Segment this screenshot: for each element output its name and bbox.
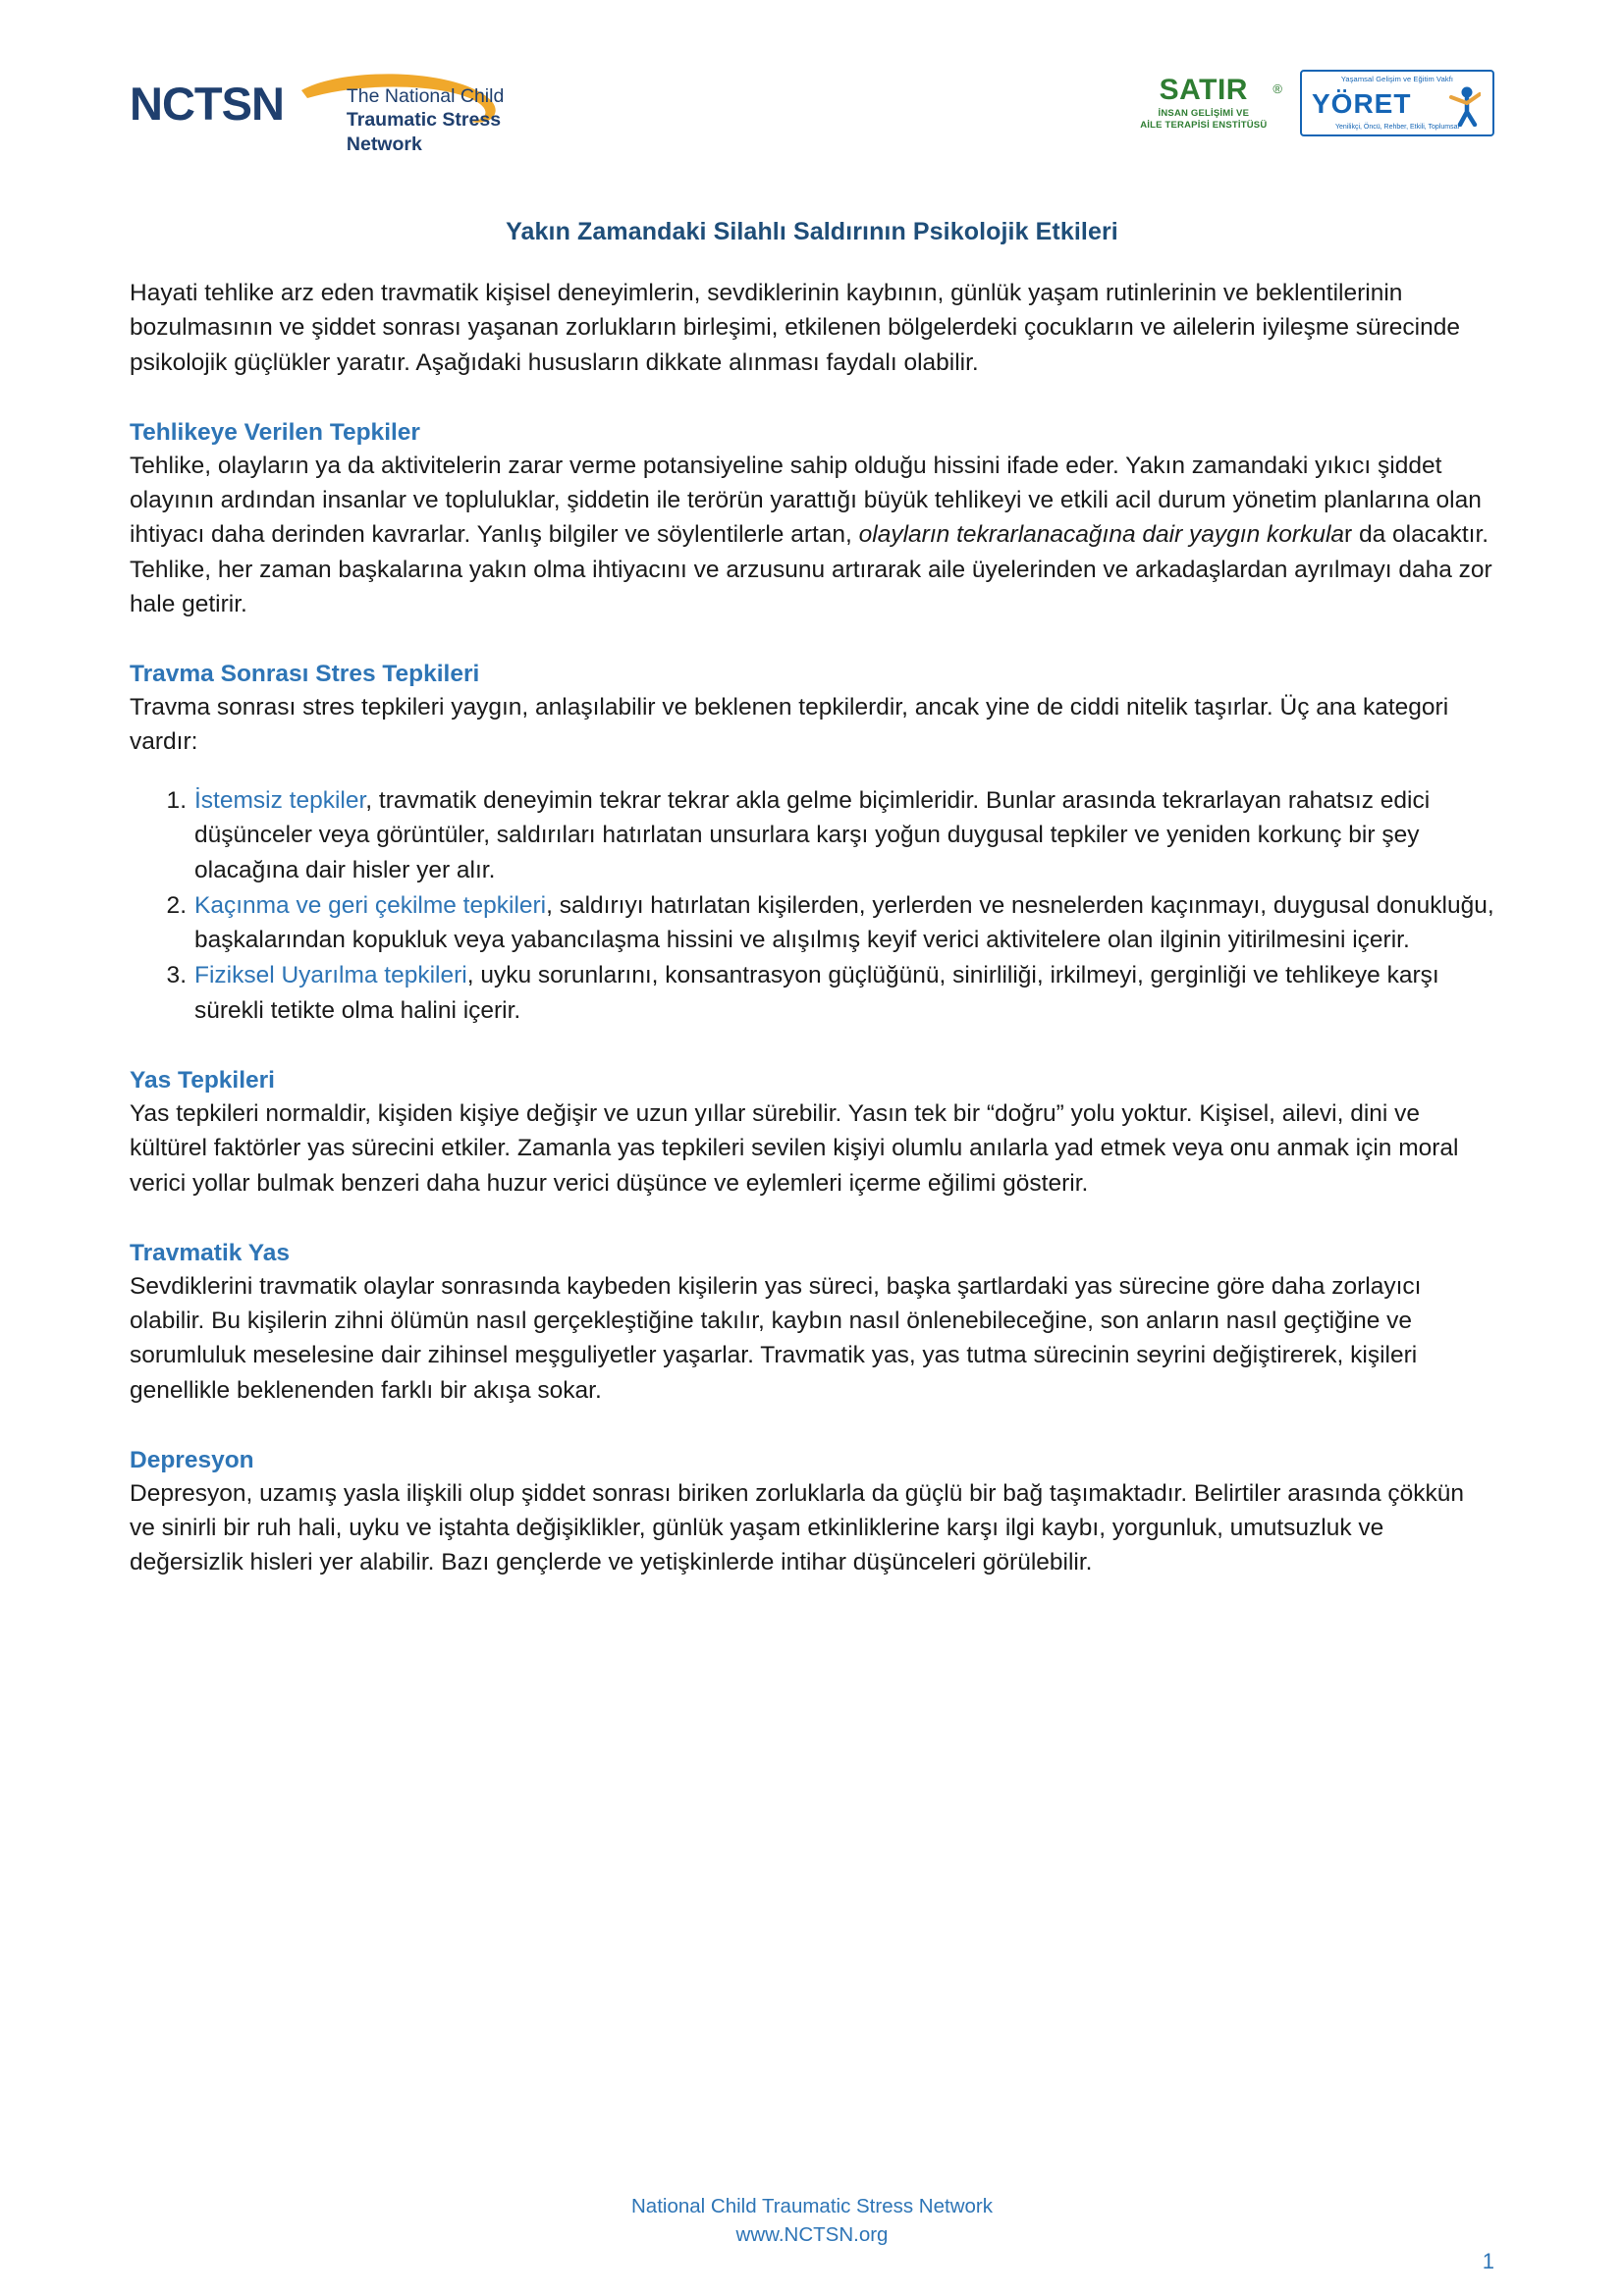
yoret-figure-icon bbox=[1447, 85, 1481, 127]
page-title: Yakın Zamandaki Silahlı Saldırının Psikolojik Etkileri bbox=[506, 218, 1118, 245]
danger-body-part1: Tehlike, olayların ya da aktivitelerin zarar verme potansiyeline sahip olduğu hissini ifade eder. Yakın zamandaki yıkıcı şiddet olayının ardından insanlar ve topluluklar, şiddetin ile terörün yarattığı büyük tehlikeyi ve etkili acil durum yönetim planlarına olan ihtiyacı daha derinden kavrarlar. Yanlış bilgiler ve söylentilerle artan, bbox=[130, 452, 1482, 549]
yoret-logo bbox=[1300, 70, 1494, 136]
footer-organization: National Child Traumatic Stress Network bbox=[631, 2195, 993, 2218]
list-item bbox=[194, 783, 1494, 887]
partner-logos bbox=[1140, 70, 1494, 136]
list-item-rest: , uyku sorunlarını, konsantrasyon güçlüğünü, sinirliliği, irkilmeyi, gerginliği ve tehlikeye karşı sürekli tetikte olma halini içerir. bbox=[194, 962, 1439, 1024]
section-body-traumatic-grief: Sevdiklerini travmatik olaylar sonrasında kaybeden kişilerin yas süreci, başka şartlardaki yas sürecine göre daha zorlayıcı olabilir. Bu kişilerin zihni ölümün nasıl gerçekleştiğine takılır, kaybın nasıl önlenebileceğine, son anların nasıl geçtiğine ve sorumluluk meselesine dair zihinsel meşguliyetler yaşarlar. Travmatik yas, yas tutma sürecinin seyrini değiştirerek, kişileri genellikle beklenenden farklı bir akışa sokar. bbox=[130, 1272, 1422, 1404]
section-body-ptsd-reactions: Travma sonrası stres tepkileri yaygın, anlaşılabilir ve beklenen tepkilerdir, ancak yine de ciddi nitelik taşırlar. Üç ana kategori vardır: bbox=[130, 694, 1449, 756]
nctsn-swoosh-icon bbox=[298, 73, 525, 155]
intro-paragraph: Hayati tehlike arz eden travmatik kişisel deneyimlerin, sevdiklerinin kaybının, günlük yaşam rutinlerinin ve beklentilerinin bozulmasının ve şiddet sonrası yaşanan zorlukların birleşimi, etkilenen bölgelerdeki çocukların ve ailelerin iyileşme sürecinde psikolojik güçlükler yaratır. Aşağıdaki hususların dikkate alınması faydalı olabilir. bbox=[130, 280, 1460, 376]
nctsn-tagline-line2: Traumatic Stress Network bbox=[346, 109, 502, 155]
yoret-bottom-line: Yenilikçi, Öncü, Rehber, Etkili, Toplumsal bbox=[1334, 124, 1460, 131]
satir-logo bbox=[1140, 73, 1282, 132]
section-heading-depression: Depresyon bbox=[130, 1446, 254, 1473]
satir-subtitle-line2: AİLE TERAPİSİ ENSTİTÜSÜ bbox=[1140, 119, 1268, 131]
nctsn-tagline-line1: The National Child bbox=[346, 85, 505, 107]
danger-body-italic: olayların tekrarlanacağına dair yaygın korkula bbox=[858, 521, 1345, 549]
document-footer bbox=[0, 2193, 1624, 2249]
section-body-grief-reactions: Yas tepkileri normaldir, kişiden kişiye değişir ve uzun yıllar sürebilir. Yasın tek bir “doğru” yolu yoktur. Kişisel, ailevi, dini ve kültürel faktörler yas sürecini etkiler. Zamanla yas tepkileri sevilen kişiyi olumlu anılarla yad etmek veya onu anmak için moral verici yollar bulmak benzeri daha huzur verici düşünce ve eylemleri içerme eğilimi gösterir. bbox=[130, 1100, 1459, 1197]
danger-body-part2: r da olacaktır. Tehlike, her zaman başkalarına yakın olma ihtiyacını ve arzusunu artırarak aile üyelerinden ve arkadaşlardan ayrılmayı daha zor hale getirir. bbox=[130, 521, 1492, 617]
yoret-wordmark: YÖRET bbox=[1312, 88, 1412, 119]
section-heading-traumatic-grief: Travmatik Yas bbox=[130, 1239, 291, 1266]
nctsn-logo bbox=[130, 73, 525, 155]
section-body-danger-reactions bbox=[130, 449, 1494, 621]
nctsn-tagline bbox=[347, 84, 525, 156]
footer-website[interactable]: www.NCTSN.org bbox=[735, 2222, 889, 2246]
list-item bbox=[194, 888, 1494, 958]
page-number: 1 bbox=[1482, 2249, 1494, 2273]
list-item-rest: , travmatik deneyimin tekrar tekrar akla gelme biçimleridir. Bunlar arasında tekrarlayan rahatsız edici düşünceler veya görüntüler, saldırıları hatırlatan unsurlara karşı yoğun duygusal tepkiler ve yeniden korkunç bir şey olacağına dair hisler yer alır. bbox=[194, 787, 1431, 883]
list-item-lead: Kaçınma ve geri çekilme tepkileri bbox=[194, 891, 547, 919]
list-item-lead: Fiziksel Uyarılma tepkileri bbox=[194, 962, 467, 989]
list-item bbox=[194, 958, 1494, 1028]
satir-registered-mark: ® bbox=[1272, 80, 1282, 96]
section-heading-ptsd-reactions: Travma Sonrası Stres Tepkileri bbox=[130, 661, 480, 688]
section-heading-danger-reactions: Tehlikeye Verilen Tepkiler bbox=[130, 418, 420, 446]
list-item-rest: , saldırıyı hatırlatan kişilerden, yerlerden ve nesnelerden kaçınmayı, duygusal donukluğu, başkalarından kopukluk veya yabancılaşma hissini ve alışılmış keyif verici aktivitelere olan ilginin yitirilmesini içerir. bbox=[194, 891, 1494, 954]
nctsn-wordmark: NCTSN bbox=[130, 77, 284, 130]
document-header bbox=[130, 0, 1494, 155]
satir-subtitle bbox=[1140, 108, 1267, 132]
section-heading-grief-reactions: Yas Tepkileri bbox=[130, 1067, 275, 1095]
section-body-depression: Depresyon, uzamış yasla ilişkili olup şiddet sonrası biriken zorluklarla da güçlü bir bağ taşımaktadır. Belirtiler arasında çökkün ve sinirli bir ruh hali, uyku ve iştahta değişiklikler, günlük yaşam etkinliklerine karşı ilgi kaybı, yorgunluk, umutsuzluk ve değersizlik hisleri yer alabilir. Bazı gençlerde ve yetişkinlerde intihar düşünceleri görülebilir. bbox=[130, 1479, 1465, 1576]
satir-subtitle-line1: İNSAN GELİŞİMİ VE bbox=[1158, 107, 1250, 119]
yoret-top-line: Yaşamsal Gelişim ve Eğitim Vakfı bbox=[1340, 75, 1454, 83]
list-item-lead: İstemsiz tepkiler bbox=[194, 787, 366, 815]
ptsd-reaction-list bbox=[130, 783, 1494, 1028]
satir-wordmark: SATIR bbox=[1159, 73, 1248, 106]
